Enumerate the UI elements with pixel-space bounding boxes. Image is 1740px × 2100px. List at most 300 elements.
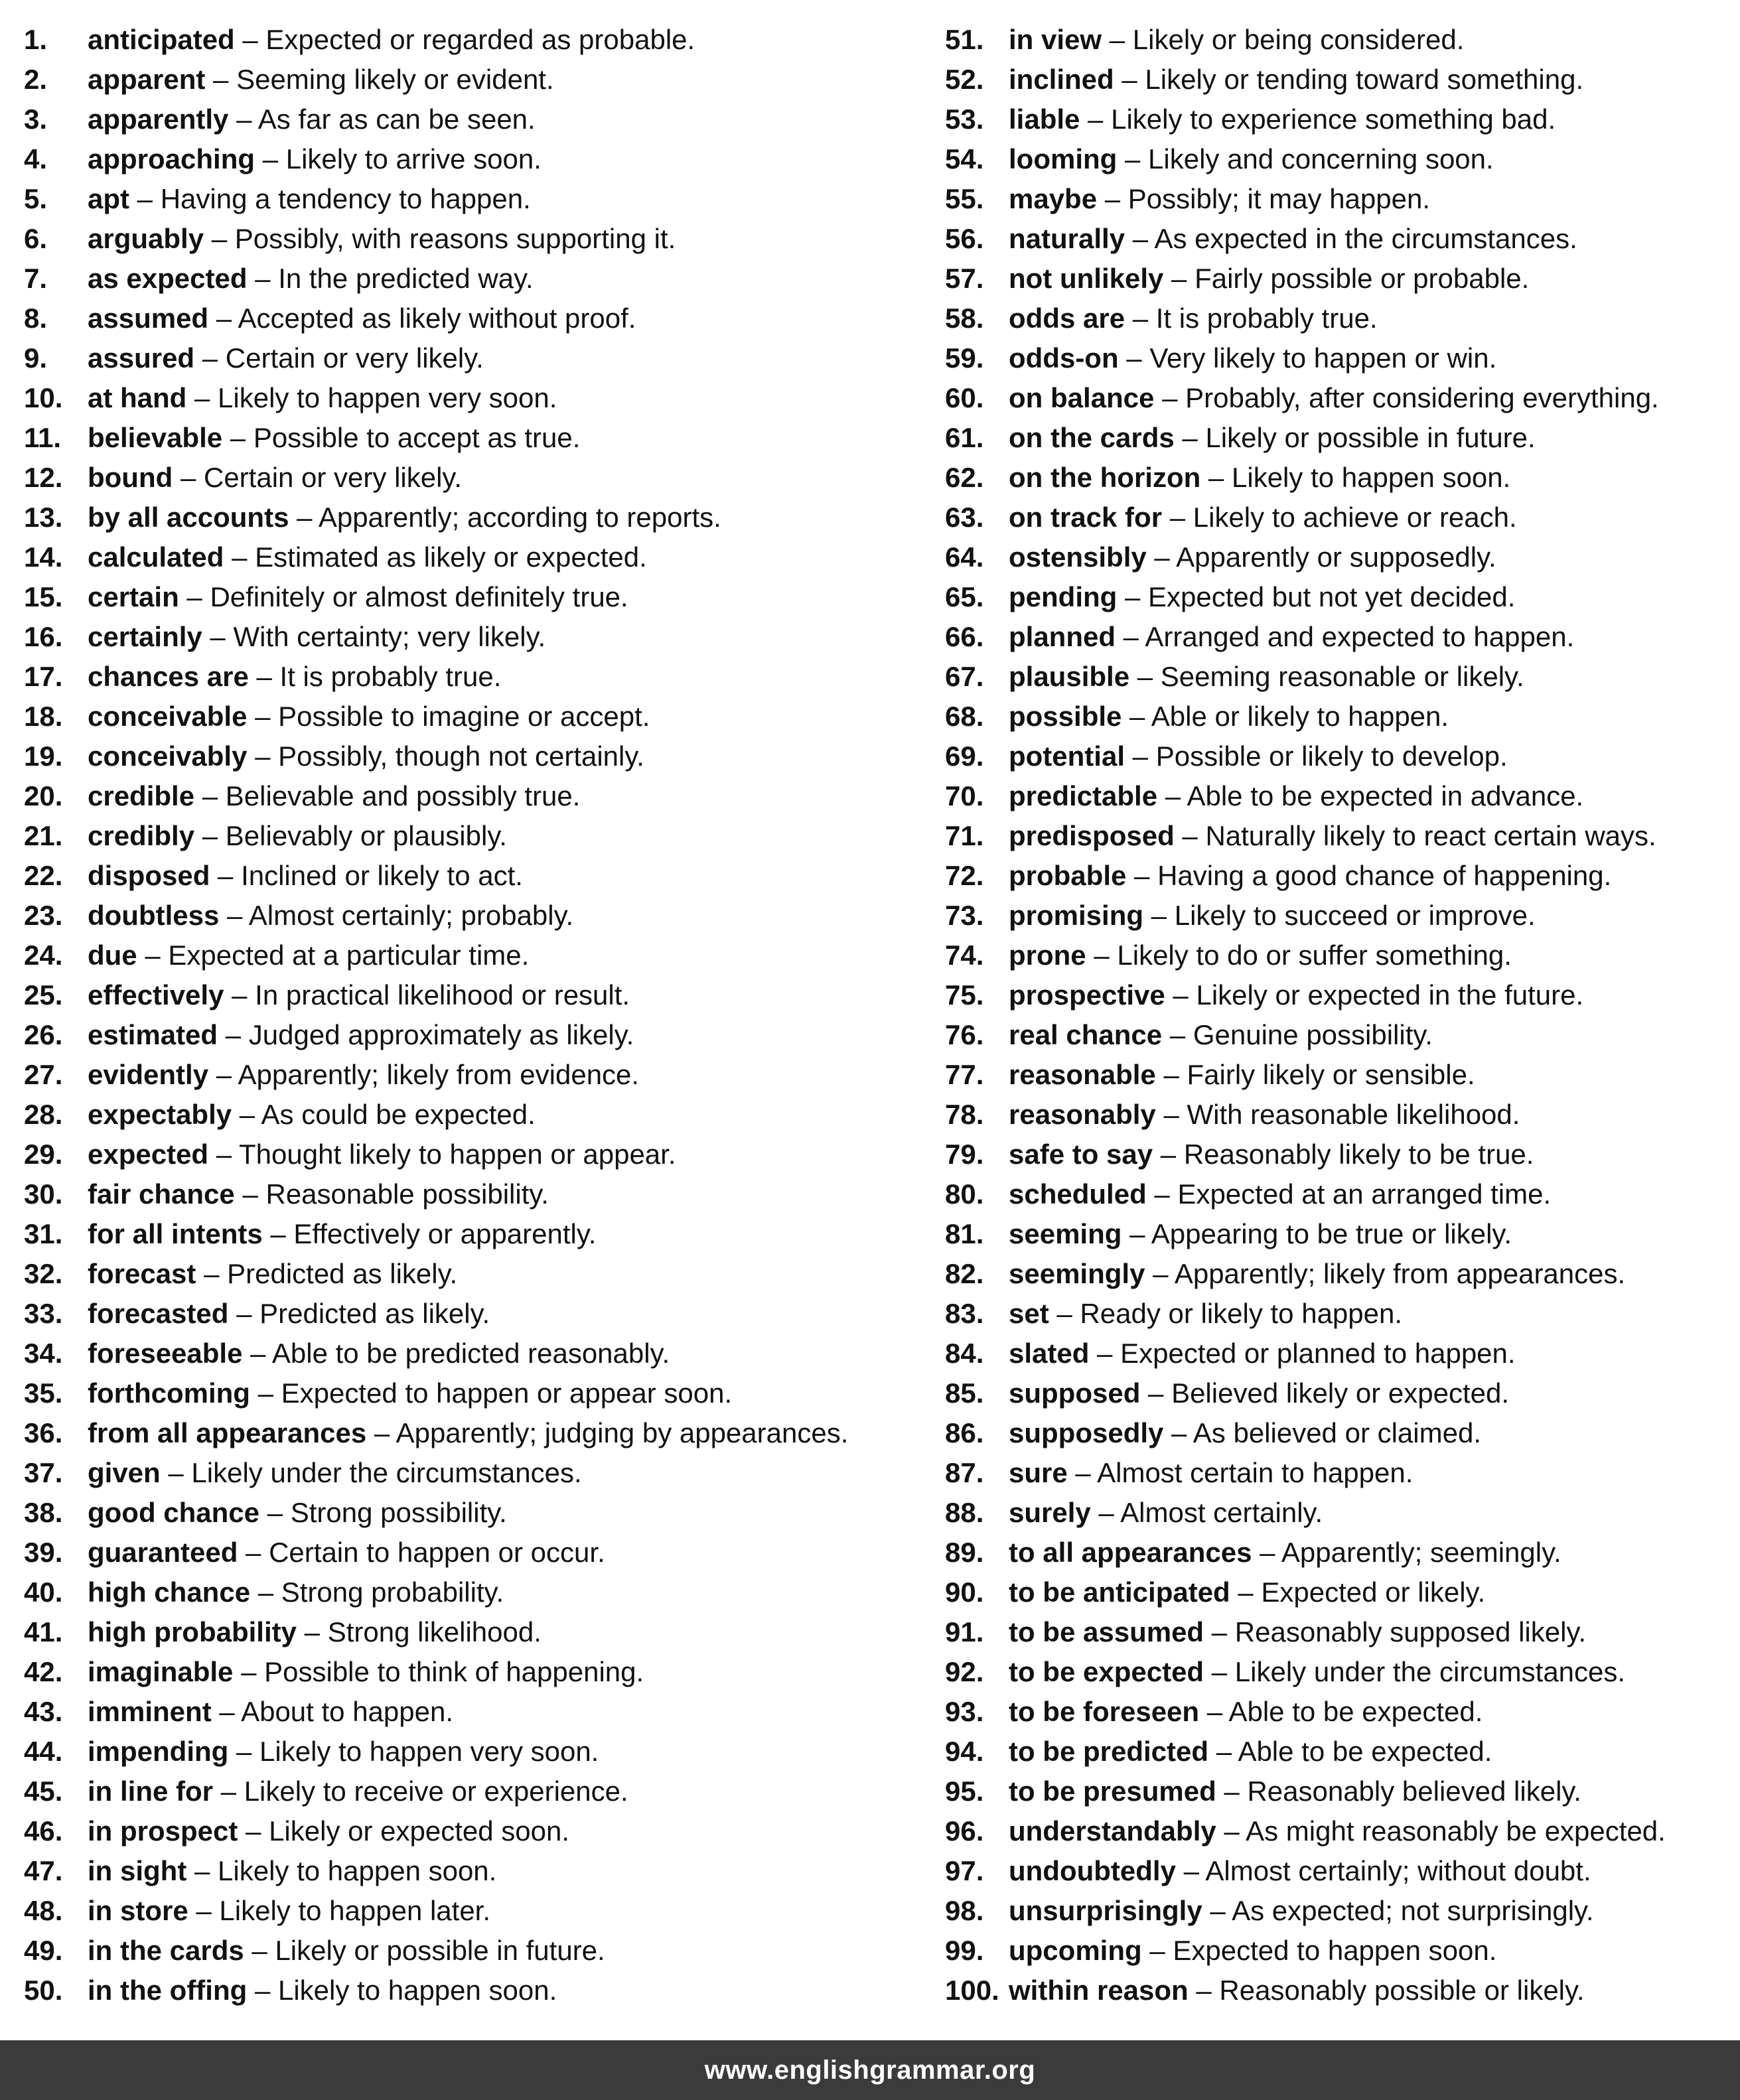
item-separator: – bbox=[233, 1656, 265, 1687]
item-term: forecasted bbox=[88, 1298, 229, 1329]
item-number: 52. bbox=[945, 64, 984, 95]
item-separator: – bbox=[1116, 621, 1145, 652]
item-definition: As believed or claimed. bbox=[1193, 1417, 1481, 1448]
item-separator: – bbox=[196, 1258, 228, 1289]
item-term: sure bbox=[1009, 1457, 1068, 1488]
item-number: 29. bbox=[24, 1139, 63, 1170]
item-separator: – bbox=[228, 1736, 260, 1767]
item-separator: – bbox=[1067, 1457, 1098, 1488]
item-definition: Strong probability. bbox=[281, 1576, 504, 1608]
item-separator: – bbox=[259, 1497, 291, 1528]
item-number: 13. bbox=[24, 502, 63, 533]
list-item bbox=[945, 1334, 1728, 1373]
item-text bbox=[88, 1294, 490, 1334]
item-separator: – bbox=[219, 900, 249, 931]
item-definition: It is probably true. bbox=[1155, 303, 1378, 334]
item-term: possible bbox=[1009, 701, 1122, 732]
item-separator: – bbox=[1146, 541, 1177, 573]
list-item bbox=[24, 498, 913, 537]
item-number: 19. bbox=[24, 740, 63, 772]
item-text bbox=[1009, 657, 1524, 697]
item-text bbox=[88, 1254, 457, 1294]
item-text bbox=[1009, 1334, 1516, 1373]
item-number: 35. bbox=[24, 1377, 63, 1409]
item-text bbox=[1009, 100, 1556, 139]
list-item bbox=[24, 1772, 913, 1811]
list-item bbox=[24, 378, 913, 418]
item-term: in view bbox=[1009, 24, 1102, 55]
item-text bbox=[88, 617, 545, 657]
item-number: 53. bbox=[945, 104, 984, 135]
item-number: 73. bbox=[945, 900, 984, 931]
item-separator: – bbox=[1117, 143, 1149, 175]
item-separator: – bbox=[1216, 1815, 1246, 1847]
item-separator: – bbox=[242, 1338, 272, 1369]
item-text bbox=[1009, 816, 1656, 856]
item-term: foreseeable bbox=[88, 1338, 243, 1369]
item-number: 64. bbox=[945, 541, 984, 573]
list-item bbox=[945, 1732, 1728, 1772]
item-term: seemingly bbox=[1009, 1258, 1145, 1289]
item-definition: Likely and concerning soon. bbox=[1148, 143, 1494, 175]
list-item bbox=[24, 657, 913, 697]
item-number: 56. bbox=[945, 223, 984, 254]
item-number: 94. bbox=[945, 1736, 984, 1767]
item-definition: Possibly, though not certainly. bbox=[278, 740, 644, 772]
item-term: impending bbox=[88, 1736, 229, 1767]
item-definition: Likely to happen very soon. bbox=[218, 382, 557, 413]
item-number: 97. bbox=[945, 1855, 984, 1886]
item-number: 83. bbox=[945, 1298, 984, 1329]
list-item bbox=[24, 936, 913, 975]
list-item bbox=[945, 1573, 1728, 1612]
item-term: undoubtedly bbox=[1009, 1855, 1176, 1886]
item-term: to be anticipated bbox=[1009, 1576, 1230, 1608]
list-item bbox=[24, 1493, 913, 1533]
item-number: 42. bbox=[24, 1656, 63, 1687]
item-term: certainly bbox=[88, 621, 202, 652]
item-term: anticipated bbox=[88, 24, 235, 55]
item-term: guaranteed bbox=[88, 1537, 238, 1568]
item-separator: – bbox=[222, 422, 254, 453]
item-term: potential bbox=[1009, 740, 1125, 772]
item-text bbox=[88, 1851, 496, 1891]
item-definition: Seeming likely or evident. bbox=[236, 64, 554, 95]
item-text bbox=[88, 1493, 507, 1533]
item-separator: – bbox=[1155, 1059, 1187, 1090]
item-number: 25. bbox=[24, 979, 63, 1011]
item-term: liable bbox=[1009, 104, 1080, 135]
list-item bbox=[24, 1055, 913, 1095]
item-term: safe to say bbox=[1009, 1139, 1153, 1170]
item-definition: Able to be expected. bbox=[1238, 1736, 1492, 1767]
footer-bar bbox=[0, 2040, 1740, 2100]
item-definition: As far as can be seen. bbox=[257, 104, 536, 135]
item-text bbox=[1009, 1732, 1492, 1772]
item-term: seeming bbox=[1009, 1218, 1122, 1249]
item-term: to be expected bbox=[1009, 1656, 1204, 1687]
item-separator: – bbox=[1202, 1895, 1232, 1926]
item-number: 10. bbox=[24, 382, 63, 413]
list-item bbox=[945, 1135, 1728, 1174]
list-item bbox=[24, 1732, 913, 1772]
item-number: 15. bbox=[24, 581, 63, 612]
item-text bbox=[1009, 1612, 1586, 1652]
item-number: 85. bbox=[945, 1377, 984, 1409]
item-separator: – bbox=[179, 581, 210, 612]
item-text bbox=[1009, 378, 1659, 418]
item-number: 31. bbox=[24, 1218, 63, 1249]
item-number: 87. bbox=[945, 1457, 984, 1488]
list-item bbox=[945, 1612, 1728, 1652]
item-text bbox=[88, 60, 554, 100]
item-term: apparently bbox=[88, 104, 229, 135]
item-number: 55. bbox=[945, 183, 984, 214]
item-definition: Likely or tending toward something. bbox=[1145, 64, 1584, 95]
item-term: doubtless bbox=[88, 900, 220, 931]
item-definition: Inclined or likely to act. bbox=[241, 860, 523, 891]
item-definition: Almost certainly; without doubt. bbox=[1205, 1855, 1591, 1886]
item-text bbox=[1009, 856, 1611, 896]
item-text bbox=[88, 537, 647, 577]
item-definition: Arranged and expected to happen. bbox=[1145, 621, 1575, 652]
item-term: good chance bbox=[88, 1497, 260, 1528]
item-text bbox=[88, 139, 542, 179]
item-number: 100. bbox=[945, 1975, 999, 2006]
item-separator: – bbox=[213, 1776, 244, 1807]
list-item bbox=[24, 338, 913, 378]
item-term: imaginable bbox=[88, 1656, 234, 1687]
list-item bbox=[24, 1214, 913, 1254]
item-term: expectably bbox=[88, 1099, 232, 1130]
item-separator: – bbox=[244, 1935, 275, 1966]
item-definition: Apparently; according to reports. bbox=[318, 502, 721, 533]
item-definition: Apparently; judging by appearances. bbox=[396, 1417, 849, 1448]
list-item bbox=[945, 60, 1728, 100]
item-number: 21. bbox=[24, 820, 63, 851]
item-text bbox=[1009, 1931, 1496, 1971]
item-text bbox=[1009, 338, 1496, 378]
item-text bbox=[1009, 617, 1574, 657]
list-item bbox=[24, 139, 913, 179]
item-number: 69. bbox=[945, 740, 984, 772]
list-item bbox=[24, 856, 913, 896]
item-definition: Reasonable possibility. bbox=[265, 1178, 549, 1210]
item-term: conceivable bbox=[88, 701, 248, 732]
list-item bbox=[945, 1015, 1728, 1055]
item-text bbox=[1009, 219, 1577, 259]
item-number: 46. bbox=[24, 1815, 63, 1847]
item-separator: – bbox=[173, 462, 204, 493]
item-term: pending bbox=[1009, 581, 1118, 612]
item-number: 76. bbox=[945, 1019, 984, 1050]
item-text bbox=[1009, 1692, 1483, 1732]
item-text bbox=[1009, 418, 1536, 458]
item-term: estimated bbox=[88, 1019, 218, 1050]
item-definition: As expected in the circumstances. bbox=[1154, 223, 1577, 254]
item-term: by all accounts bbox=[88, 502, 289, 533]
item-definition: Apparently; likely from evidence. bbox=[238, 1059, 640, 1090]
item-term: in sight bbox=[88, 1855, 187, 1886]
item-separator: – bbox=[1252, 1537, 1281, 1568]
list-item bbox=[945, 1095, 1728, 1135]
item-term: chances are bbox=[88, 661, 249, 692]
item-number: 62. bbox=[945, 462, 984, 493]
item-text bbox=[88, 1811, 569, 1851]
item-text bbox=[1009, 458, 1510, 498]
item-text bbox=[1009, 1652, 1625, 1692]
item-separator: – bbox=[366, 1417, 396, 1448]
item-definition: Likely to experience something bad. bbox=[1111, 104, 1556, 135]
list-item bbox=[24, 1135, 913, 1174]
item-text bbox=[88, 1174, 549, 1214]
item-separator: – bbox=[289, 502, 319, 533]
item-term: ostensibly bbox=[1009, 541, 1147, 573]
list-item bbox=[945, 378, 1728, 418]
item-term: apt bbox=[88, 183, 129, 214]
item-number: 66. bbox=[945, 621, 984, 652]
list-item bbox=[945, 1254, 1728, 1294]
item-term: forthcoming bbox=[88, 1377, 250, 1409]
item-number: 22. bbox=[24, 860, 63, 891]
item-text bbox=[88, 1612, 542, 1652]
item-separator: – bbox=[211, 1696, 242, 1727]
item-number: 86. bbox=[945, 1417, 984, 1448]
list-item bbox=[24, 1891, 913, 1931]
list-item bbox=[24, 1533, 913, 1573]
item-number: 84. bbox=[945, 1338, 984, 1369]
item-definition: Having a good chance of happening. bbox=[1157, 860, 1612, 891]
item-number: 24. bbox=[24, 940, 63, 971]
item-number: 3. bbox=[24, 104, 48, 135]
item-term: expected bbox=[88, 1139, 209, 1170]
item-definition: With certainty; very likely. bbox=[233, 621, 546, 652]
list-item bbox=[24, 60, 913, 100]
list-item bbox=[945, 816, 1728, 856]
item-text bbox=[88, 1214, 596, 1254]
item-separator: – bbox=[1163, 1417, 1193, 1448]
item-text bbox=[88, 1891, 490, 1931]
list-item bbox=[945, 1931, 1728, 1971]
item-separator: – bbox=[1102, 24, 1133, 55]
item-definition: Almost certain to happen. bbox=[1097, 1457, 1414, 1488]
item-term: odds are bbox=[1009, 303, 1125, 334]
item-definition: Certain or very likely. bbox=[225, 342, 484, 374]
item-number: 75. bbox=[945, 979, 984, 1011]
item-definition: Possible to imagine or accept. bbox=[278, 701, 650, 732]
item-separator: – bbox=[1204, 1656, 1235, 1687]
item-term: believable bbox=[88, 422, 223, 453]
item-term: assured bbox=[88, 342, 195, 374]
item-definition: Definitely or almost definitely true. bbox=[210, 581, 628, 612]
list-item bbox=[945, 219, 1728, 259]
item-separator: – bbox=[247, 1975, 278, 2006]
item-number: 23. bbox=[24, 900, 63, 931]
item-term: certain bbox=[88, 581, 179, 612]
item-separator: – bbox=[1165, 979, 1196, 1011]
item-separator: – bbox=[210, 860, 242, 891]
item-number: 91. bbox=[945, 1616, 984, 1647]
item-definition: In practical likelihood or result. bbox=[255, 979, 630, 1011]
list-item bbox=[945, 1652, 1728, 1692]
item-text bbox=[88, 20, 695, 60]
item-text bbox=[1009, 179, 1430, 219]
item-separator: – bbox=[1097, 183, 1128, 214]
item-definition: Likely to do or suffer something. bbox=[1117, 940, 1512, 971]
item-text bbox=[1009, 1573, 1485, 1612]
list-item bbox=[945, 20, 1728, 60]
item-term: scheduled bbox=[1009, 1178, 1147, 1210]
item-separator: – bbox=[1204, 1616, 1235, 1647]
item-text bbox=[88, 1772, 628, 1811]
item-number: 50. bbox=[24, 1975, 63, 2006]
item-number: 80. bbox=[945, 1178, 984, 1210]
item-text bbox=[88, 338, 484, 378]
item-term: from all appearances bbox=[88, 1417, 367, 1448]
item-text bbox=[1009, 259, 1529, 299]
list-item bbox=[945, 1453, 1728, 1493]
item-text bbox=[88, 299, 636, 338]
item-term: real chance bbox=[1009, 1019, 1163, 1050]
item-definition: Expected to happen soon. bbox=[1173, 1935, 1497, 1966]
item-term: in the offing bbox=[88, 1975, 248, 2006]
item-separator: – bbox=[255, 143, 286, 175]
list-item bbox=[24, 259, 913, 299]
item-definition: Reasonably likely to be true. bbox=[1183, 1139, 1534, 1170]
item-term: in store bbox=[88, 1895, 188, 1926]
item-separator: – bbox=[296, 1616, 328, 1647]
item-definition: Likely to happen soon. bbox=[277, 1975, 557, 2006]
item-text bbox=[88, 1533, 605, 1573]
item-term: as expected bbox=[88, 263, 248, 294]
item-number: 72. bbox=[945, 860, 984, 891]
item-definition: Possibly, with reasons supporting it. bbox=[234, 223, 676, 254]
item-term: prone bbox=[1009, 940, 1086, 971]
item-definition: Likely to happen soon. bbox=[1232, 462, 1511, 493]
item-number: 14. bbox=[24, 541, 63, 573]
item-text bbox=[1009, 1772, 1581, 1811]
list-item bbox=[24, 1254, 913, 1294]
item-separator: – bbox=[1125, 223, 1155, 254]
item-text bbox=[1009, 498, 1517, 537]
item-text bbox=[1009, 1174, 1551, 1214]
item-text bbox=[88, 1453, 582, 1493]
item-definition: Seeming reasonable or likely. bbox=[1160, 661, 1524, 692]
item-text bbox=[88, 498, 721, 537]
item-text bbox=[88, 896, 573, 936]
item-definition: Predicted as likely. bbox=[227, 1258, 458, 1289]
item-definition: Judged approximately as likely. bbox=[248, 1019, 634, 1050]
item-number: 30. bbox=[24, 1178, 63, 1210]
item-separator: – bbox=[1129, 661, 1161, 692]
item-number: 89. bbox=[945, 1537, 984, 1568]
item-number: 9. bbox=[24, 342, 48, 374]
item-definition: Strong possibility. bbox=[290, 1497, 507, 1528]
item-term: predisposed bbox=[1009, 820, 1175, 851]
item-text bbox=[1009, 537, 1496, 577]
list-item bbox=[945, 936, 1728, 975]
item-definition: Fairly likely or sensible. bbox=[1187, 1059, 1475, 1090]
item-definition: Likely to happen soon. bbox=[218, 1855, 497, 1886]
item-separator: – bbox=[234, 24, 266, 55]
item-text bbox=[1009, 1493, 1323, 1533]
list-item bbox=[24, 617, 913, 657]
item-term: looming bbox=[1009, 143, 1118, 175]
item-definition: Expected or likely. bbox=[1261, 1576, 1486, 1608]
item-number: 60. bbox=[945, 382, 984, 413]
item-definition: Certain or very likely. bbox=[203, 462, 462, 493]
item-term: maybe bbox=[1009, 183, 1098, 214]
item-definition: Likely or being considered. bbox=[1132, 24, 1465, 55]
item-definition: Likely or possible in future. bbox=[1205, 422, 1536, 453]
item-term: naturally bbox=[1009, 223, 1125, 254]
item-text bbox=[88, 736, 644, 776]
item-separator: – bbox=[1114, 64, 1145, 95]
item-definition: Possibly; it may happen. bbox=[1127, 183, 1431, 214]
item-definition: Able to be predicted reasonably. bbox=[271, 1338, 670, 1369]
item-definition: Likely or possible in future. bbox=[275, 1935, 605, 1966]
item-separator: – bbox=[208, 303, 238, 334]
item-text bbox=[88, 1135, 676, 1174]
item-definition: Apparently; seemingly. bbox=[1281, 1537, 1561, 1568]
item-number: 34. bbox=[24, 1338, 63, 1369]
item-text bbox=[1009, 139, 1494, 179]
item-definition: Likely to receive or experience. bbox=[244, 1776, 628, 1807]
item-text bbox=[88, 1971, 557, 2010]
item-number: 48. bbox=[24, 1895, 63, 1926]
item-term: within reason bbox=[1009, 1975, 1189, 2006]
item-definition: Effectively or apparently. bbox=[293, 1218, 597, 1249]
list-item bbox=[24, 1334, 913, 1373]
item-term: on the cards bbox=[1009, 422, 1175, 453]
item-number: 11. bbox=[24, 422, 62, 453]
item-definition: Likely under the circumstances. bbox=[191, 1457, 582, 1488]
item-separator: – bbox=[247, 701, 279, 732]
item-term: unsurprisingly bbox=[1009, 1895, 1202, 1926]
item-term: arguably bbox=[88, 223, 204, 254]
item-definition: Probably, after considering everything. bbox=[1185, 382, 1659, 413]
footer-url[interactable]: www.englishgrammar.org bbox=[704, 2056, 1036, 2085]
item-separator: – bbox=[248, 661, 280, 692]
item-term: to be presumed bbox=[1009, 1776, 1216, 1807]
item-separator: – bbox=[1140, 1377, 1172, 1409]
item-number: 1. bbox=[24, 24, 48, 55]
list-item bbox=[24, 1373, 913, 1413]
item-separator: – bbox=[137, 940, 169, 971]
item-term: on balance bbox=[1009, 382, 1155, 413]
item-definition: Almost certainly; probably. bbox=[248, 900, 574, 931]
item-text bbox=[88, 816, 507, 856]
item-number: 32. bbox=[24, 1258, 63, 1289]
item-term: credibly bbox=[88, 820, 195, 851]
item-separator: – bbox=[186, 1855, 218, 1886]
item-text bbox=[88, 418, 580, 458]
list-item bbox=[24, 1095, 913, 1135]
item-definition: Ready or likely to happen. bbox=[1080, 1298, 1403, 1329]
item-text bbox=[1009, 1095, 1520, 1135]
list-item bbox=[24, 219, 913, 259]
item-number: 98. bbox=[945, 1895, 984, 1926]
item-separator: – bbox=[1126, 860, 1158, 891]
item-separator: – bbox=[1154, 382, 1186, 413]
item-definition: Genuine possibility. bbox=[1193, 1019, 1433, 1050]
list-item bbox=[24, 1971, 913, 2010]
list-item bbox=[24, 776, 913, 816]
item-definition: Possible to accept as true. bbox=[253, 422, 581, 453]
item-definition: Believably or plausibly. bbox=[225, 820, 507, 851]
item-number: 93. bbox=[945, 1696, 984, 1727]
item-separator: – bbox=[262, 1218, 294, 1249]
